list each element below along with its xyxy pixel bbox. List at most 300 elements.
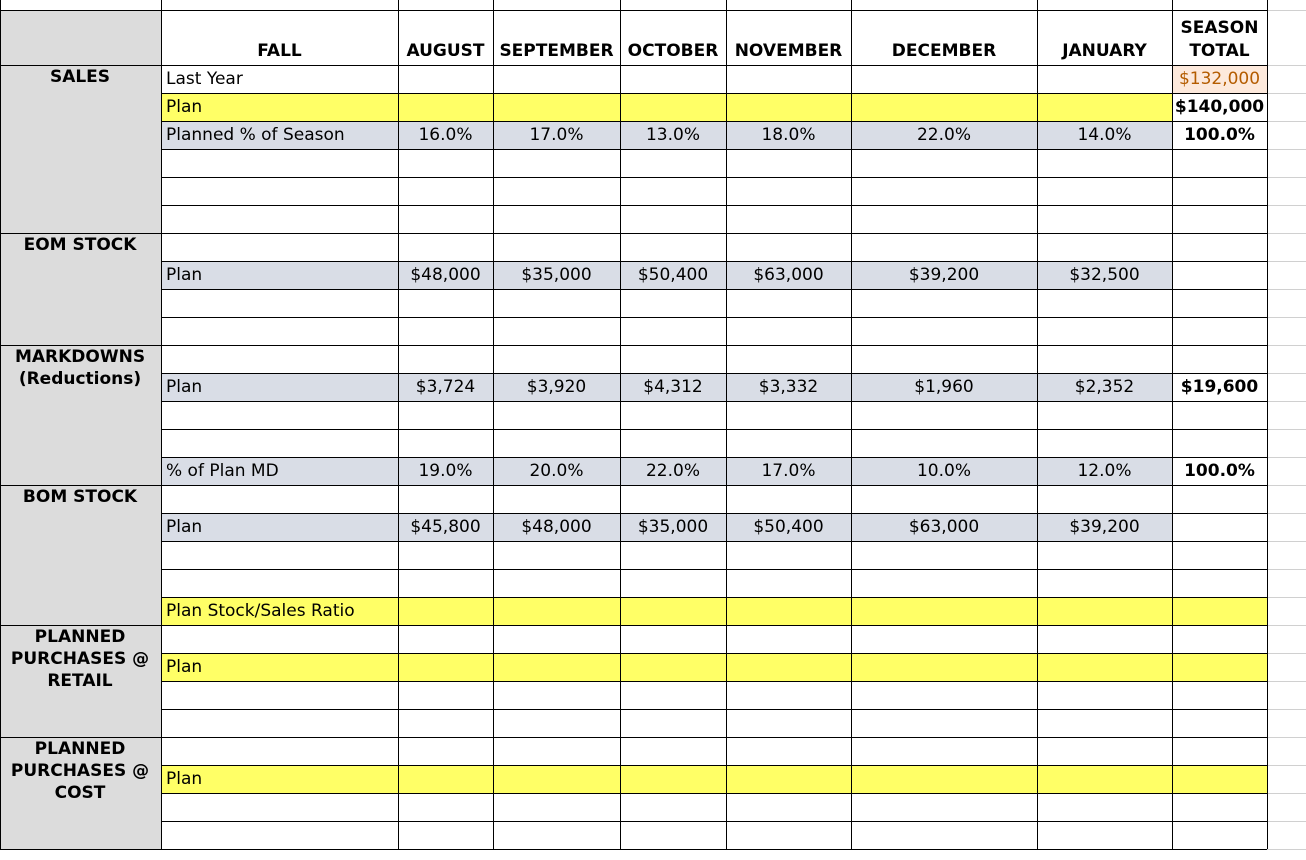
season-total-cell[interactable] — [1172, 205, 1267, 233]
row-label-cell[interactable] — [161, 737, 398, 765]
row-label-cell[interactable] — [161, 177, 398, 205]
data-cell[interactable] — [398, 233, 493, 261]
data-cell[interactable] — [851, 681, 1037, 709]
grid-line-vertical — [1037, 0, 1038, 849]
data-cell[interactable] — [493, 821, 620, 849]
grid-line-top-left — [0, 10, 161, 11]
header-month-label: JANUARY — [1062, 41, 1147, 61]
data-cell[interactable] — [620, 821, 726, 849]
header-month-label: NOVEMBER — [734, 41, 843, 61]
grid-line-horizontal — [161, 541, 1267, 542]
grid-line-trailing — [1267, 149, 1306, 150]
data-cell[interactable] — [620, 345, 726, 373]
data-cell[interactable] — [851, 541, 1037, 569]
data-cell[interactable] — [493, 709, 620, 737]
data-cell[interactable] — [1037, 793, 1172, 821]
grid-line-trailing — [1267, 485, 1306, 486]
header-season-total-line1: SEASON — [1180, 18, 1259, 38]
data-cell[interactable] — [1037, 569, 1172, 597]
data-cell[interactable] — [1037, 541, 1172, 569]
grid-line-horizontal — [161, 457, 1267, 458]
data-cell[interactable] — [851, 401, 1037, 429]
data-cell[interactable] — [493, 289, 620, 317]
data-cell[interactable] — [851, 793, 1037, 821]
grid-line-trailing — [1267, 121, 1306, 122]
data-cell[interactable] — [851, 289, 1037, 317]
season-total-cell[interactable] — [1172, 317, 1267, 345]
data-cell[interactable] — [851, 65, 1037, 93]
data-cell[interactable]: $63,000 — [851, 513, 1037, 541]
season-total-cell[interactable] — [1172, 485, 1267, 513]
section-label: BOM STOCK — [22, 487, 138, 507]
row-label-cell[interactable] — [161, 205, 398, 233]
data-cell[interactable] — [726, 149, 851, 177]
grid-line-vertical — [1172, 0, 1173, 849]
grid-line-trailing — [1267, 541, 1306, 542]
data-cell[interactable]: 19.0% — [398, 457, 493, 485]
data-cell[interactable] — [1037, 289, 1172, 317]
data-cell[interactable] — [1037, 233, 1172, 261]
data-cell[interactable]: 17.0% — [493, 121, 620, 149]
data-cell[interactable] — [851, 597, 1037, 625]
data-cell[interactable] — [620, 289, 726, 317]
data-cell[interactable]: 13.0% — [620, 121, 726, 149]
row-label-cell[interactable]: Plan Stock/Sales Ratio — [161, 597, 398, 625]
data-cell[interactable] — [851, 485, 1037, 513]
header-month-november[interactable] — [726, 10, 851, 65]
data-cell[interactable] — [398, 709, 493, 737]
data-cell[interactable] — [726, 737, 851, 765]
data-cell[interactable] — [398, 317, 493, 345]
data-cell[interactable]: $48,000 — [493, 513, 620, 541]
season-total-cell[interactable]: $132,000 — [1172, 65, 1267, 93]
row-label-cell[interactable] — [161, 625, 398, 653]
data-cell[interactable] — [726, 65, 851, 93]
data-cell[interactable]: $50,400 — [726, 513, 851, 541]
grid-line-horizontal — [161, 849, 1267, 850]
grid-line-horizontal — [161, 429, 1267, 430]
grid-line-horizontal — [161, 261, 1267, 262]
header-corner-cell — [0, 10, 161, 65]
data-cell[interactable] — [726, 317, 851, 345]
season-total-cell[interactable]: $140,000 — [1172, 93, 1267, 121]
season-total-cell[interactable] — [1172, 653, 1267, 681]
header-month-september[interactable] — [493, 10, 620, 65]
grid-line-trailing — [1267, 401, 1306, 402]
data-cell[interactable] — [398, 653, 493, 681]
grid-line-horizontal — [161, 373, 1267, 374]
grid-line-trailing — [1267, 709, 1306, 710]
section-separator — [0, 625, 161, 626]
data-cell[interactable] — [851, 821, 1037, 849]
row-label-cell[interactable] — [161, 233, 398, 261]
data-cell[interactable]: $1,960 — [851, 373, 1037, 401]
row-label-cell[interactable] — [161, 401, 398, 429]
row-label-cell[interactable]: Plan — [161, 93, 398, 121]
season-total-cell[interactable] — [1172, 681, 1267, 709]
data-cell[interactable]: $32,500 — [1037, 261, 1172, 289]
data-cell[interactable] — [493, 65, 620, 93]
data-cell[interactable] — [726, 289, 851, 317]
data-cell[interactable] — [1037, 653, 1172, 681]
data-cell[interactable] — [493, 233, 620, 261]
grid-line-trailing — [1267, 681, 1306, 682]
grid-line-trailing — [1267, 205, 1306, 206]
grid-line-horizontal — [161, 177, 1267, 178]
data-cell[interactable]: 14.0% — [1037, 121, 1172, 149]
data-cell[interactable]: $3,724 — [398, 373, 493, 401]
grid-line-trailing — [1267, 289, 1306, 290]
row-label-cell[interactable] — [161, 541, 398, 569]
season-total-cell[interactable]: 100.0% — [1172, 457, 1267, 485]
data-cell[interactable] — [1037, 149, 1172, 177]
data-cell[interactable] — [851, 345, 1037, 373]
data-cell[interactable]: $3,920 — [493, 373, 620, 401]
season-total-cell[interactable] — [1172, 625, 1267, 653]
season-total-cell[interactable] — [1172, 289, 1267, 317]
data-cell[interactable] — [398, 597, 493, 625]
data-cell[interactable] — [620, 681, 726, 709]
section-block-0 — [0, 65, 161, 233]
data-cell[interactable] — [620, 429, 726, 457]
row-label-cell[interactable] — [161, 821, 398, 849]
row-label-cell[interactable] — [161, 149, 398, 177]
data-cell[interactable] — [1037, 65, 1172, 93]
data-cell[interactable] — [851, 625, 1037, 653]
data-cell[interactable] — [1037, 93, 1172, 121]
data-cell[interactable] — [493, 401, 620, 429]
data-cell[interactable] — [398, 821, 493, 849]
row-label-cell[interactable]: Last Year — [161, 65, 398, 93]
data-cell[interactable] — [493, 149, 620, 177]
grid-line-horizontal — [161, 737, 1267, 738]
data-cell[interactable] — [620, 737, 726, 765]
data-cell[interactable] — [398, 149, 493, 177]
data-cell[interactable] — [726, 765, 851, 793]
data-cell[interactable] — [851, 205, 1037, 233]
season-total-cell[interactable] — [1172, 597, 1267, 625]
grid-line-trailing — [1267, 737, 1306, 738]
data-cell[interactable]: 22.0% — [620, 457, 726, 485]
data-cell[interactable]: $35,000 — [620, 513, 726, 541]
data-cell[interactable] — [851, 149, 1037, 177]
data-cell[interactable] — [851, 93, 1037, 121]
row-label-cell[interactable] — [161, 289, 398, 317]
header-month-december[interactable] — [851, 10, 1037, 65]
season-total-cell[interactable] — [1172, 177, 1267, 205]
data-cell[interactable] — [851, 177, 1037, 205]
data-cell[interactable] — [726, 569, 851, 597]
data-cell[interactable] — [398, 289, 493, 317]
section-label: MARKDOWNS (Reductions) — [14, 347, 146, 389]
data-cell[interactable]: 22.0% — [851, 121, 1037, 149]
data-cell[interactable] — [493, 541, 620, 569]
data-cell[interactable] — [493, 597, 620, 625]
row-label-cell[interactable] — [161, 485, 398, 513]
grid-line-horizontal — [161, 681, 1267, 682]
data-cell[interactable] — [1037, 821, 1172, 849]
data-cell[interactable] — [493, 793, 620, 821]
data-cell[interactable] — [620, 597, 726, 625]
data-cell[interactable] — [493, 317, 620, 345]
row-label-cell[interactable]: % of Plan MD — [161, 457, 398, 485]
season-total-cell[interactable] — [1172, 345, 1267, 373]
data-cell[interactable] — [620, 793, 726, 821]
data-cell[interactable] — [1037, 485, 1172, 513]
data-cell[interactable]: $39,200 — [1037, 513, 1172, 541]
data-cell[interactable] — [493, 765, 620, 793]
header-month-january[interactable] — [1037, 10, 1172, 65]
grid-line-horizontal — [161, 149, 1267, 150]
header-month-label: OCTOBER — [627, 41, 719, 61]
data-cell[interactable] — [1037, 429, 1172, 457]
season-total-cell[interactable] — [1172, 401, 1267, 429]
data-cell[interactable] — [493, 569, 620, 597]
season-total-cell[interactable] — [1172, 709, 1267, 737]
row-label-cell[interactable] — [161, 345, 398, 373]
grid-line-horizontal — [161, 65, 1267, 66]
data-cell[interactable] — [398, 541, 493, 569]
grid-line-horizontal — [161, 625, 1267, 626]
grid-line-trailing — [1267, 233, 1306, 234]
grid-line-trailing — [1267, 569, 1306, 570]
data-cell[interactable] — [398, 177, 493, 205]
data-cell[interactable] — [398, 737, 493, 765]
data-cell[interactable] — [620, 765, 726, 793]
data-cell[interactable] — [398, 793, 493, 821]
data-cell[interactable] — [726, 345, 851, 373]
season-total-cell[interactable] — [1172, 821, 1267, 849]
grid-line-horizontal — [161, 513, 1267, 514]
data-cell[interactable] — [620, 233, 726, 261]
data-cell[interactable] — [620, 569, 726, 597]
data-cell[interactable] — [620, 625, 726, 653]
data-cell[interactable]: 12.0% — [1037, 457, 1172, 485]
row-label-cell[interactable] — [161, 793, 398, 821]
grid-line-vertical — [620, 0, 621, 849]
data-cell[interactable] — [398, 429, 493, 457]
season-total-cell[interactable] — [1172, 765, 1267, 793]
data-cell[interactable] — [620, 709, 726, 737]
row-label-cell[interactable] — [161, 429, 398, 457]
data-cell[interactable] — [620, 177, 726, 205]
data-cell[interactable] — [620, 485, 726, 513]
data-cell[interactable] — [493, 345, 620, 373]
grid-line-trailing — [1267, 65, 1306, 66]
data-cell[interactable] — [493, 429, 620, 457]
data-cell[interactable] — [493, 653, 620, 681]
data-cell[interactable]: $50,400 — [620, 261, 726, 289]
grid-line-trailing — [1267, 93, 1306, 94]
section-separator — [0, 737, 161, 738]
grid-line-vertical — [851, 0, 852, 849]
season-total-cell[interactable] — [1172, 513, 1267, 541]
data-cell[interactable] — [398, 65, 493, 93]
data-cell[interactable] — [620, 149, 726, 177]
data-cell[interactable] — [726, 597, 851, 625]
row-label-cell[interactable]: Plan — [161, 373, 398, 401]
data-cell[interactable] — [1037, 765, 1172, 793]
data-cell[interactable] — [398, 569, 493, 597]
data-cell[interactable] — [398, 345, 493, 373]
data-cell[interactable]: $35,000 — [493, 261, 620, 289]
data-cell[interactable] — [493, 737, 620, 765]
data-cell[interactable]: $63,000 — [726, 261, 851, 289]
data-cell[interactable] — [851, 765, 1037, 793]
data-cell[interactable] — [398, 681, 493, 709]
grid-line-trailing — [1267, 261, 1306, 262]
data-cell[interactable] — [493, 625, 620, 653]
section-label: PLANNED PURCHASES @ RETAIL — [10, 627, 150, 691]
data-cell[interactable] — [1037, 401, 1172, 429]
data-cell[interactable] — [726, 625, 851, 653]
data-cell[interactable] — [398, 765, 493, 793]
season-total-cell[interactable] — [1172, 261, 1267, 289]
row-label-cell[interactable]: Planned % of Season — [161, 121, 398, 149]
season-total-cell[interactable]: 100.0% — [1172, 121, 1267, 149]
grid-line-trailing — [1267, 177, 1306, 178]
grid-line-trailing — [1267, 821, 1306, 822]
data-cell[interactable] — [620, 317, 726, 345]
data-cell[interactable] — [493, 681, 620, 709]
grid-line-vertical — [161, 0, 162, 849]
data-cell[interactable] — [726, 429, 851, 457]
grid-line-horizontal — [161, 485, 1267, 486]
data-cell[interactable] — [398, 93, 493, 121]
data-cell[interactable] — [726, 793, 851, 821]
grid-line-vertical — [1267, 0, 1268, 849]
data-cell[interactable]: 18.0% — [726, 121, 851, 149]
row-label-cell[interactable] — [161, 681, 398, 709]
data-cell[interactable] — [726, 821, 851, 849]
data-cell[interactable] — [726, 709, 851, 737]
season-total-cell[interactable]: $19,600 — [1172, 373, 1267, 401]
row-label-cell[interactable]: Plan — [161, 653, 398, 681]
grid-line-trailing — [1267, 457, 1306, 458]
row-label-cell[interactable] — [161, 317, 398, 345]
data-cell[interactable] — [851, 653, 1037, 681]
data-cell[interactable] — [493, 205, 620, 233]
data-cell[interactable] — [493, 485, 620, 513]
data-cell[interactable]: $3,332 — [726, 373, 851, 401]
data-cell[interactable] — [726, 93, 851, 121]
data-cell[interactable] — [620, 93, 726, 121]
header-season-total-cell[interactable] — [1172, 10, 1267, 65]
data-cell[interactable] — [398, 205, 493, 233]
data-cell[interactable] — [726, 541, 851, 569]
data-cell[interactable] — [620, 401, 726, 429]
header-month-october[interactable] — [620, 10, 726, 65]
row-label-cell[interactable]: Plan — [161, 261, 398, 289]
grid-line-horizontal — [161, 317, 1267, 318]
season-total-cell[interactable] — [1172, 429, 1267, 457]
data-cell[interactable] — [851, 737, 1037, 765]
row-label-cell[interactable] — [161, 709, 398, 737]
section-label: SALES — [49, 67, 111, 87]
data-cell[interactable] — [493, 93, 620, 121]
header-month-august[interactable] — [398, 10, 493, 65]
data-cell[interactable] — [851, 709, 1037, 737]
data-cell[interactable] — [620, 205, 726, 233]
grid-line-horizontal — [161, 10, 1267, 11]
data-cell[interactable]: $48,000 — [398, 261, 493, 289]
data-cell[interactable] — [851, 429, 1037, 457]
data-cell[interactable] — [620, 541, 726, 569]
data-cell[interactable] — [1037, 177, 1172, 205]
data-cell[interactable]: $39,200 — [851, 261, 1037, 289]
row-label-cell[interactable]: Plan — [161, 513, 398, 541]
data-cell[interactable] — [398, 485, 493, 513]
header-fall-cell[interactable] — [161, 10, 398, 65]
season-total-cell[interactable] — [1172, 541, 1267, 569]
data-cell[interactable]: 20.0% — [493, 457, 620, 485]
season-total-cell[interactable] — [1172, 569, 1267, 597]
data-cell[interactable]: $2,352 — [1037, 373, 1172, 401]
data-cell[interactable] — [726, 653, 851, 681]
data-cell[interactable] — [398, 401, 493, 429]
row-label-cell[interactable]: Plan — [161, 765, 398, 793]
data-cell[interactable]: $45,800 — [398, 513, 493, 541]
data-cell[interactable]: $4,312 — [620, 373, 726, 401]
data-cell[interactable] — [726, 177, 851, 205]
grid-line-trailing — [1267, 625, 1306, 626]
data-cell[interactable] — [1037, 597, 1172, 625]
data-cell[interactable] — [493, 177, 620, 205]
grid-line-horizontal — [161, 653, 1267, 654]
data-cell[interactable] — [1037, 737, 1172, 765]
data-cell[interactable] — [1037, 345, 1172, 373]
data-cell[interactable] — [851, 233, 1037, 261]
section-separator — [0, 345, 161, 346]
season-total-cell[interactable] — [1172, 233, 1267, 261]
data-cell[interactable] — [726, 401, 851, 429]
data-cell[interactable] — [726, 681, 851, 709]
data-cell[interactable] — [620, 65, 726, 93]
row-label-cell[interactable] — [161, 569, 398, 597]
grid-line-vertical — [0, 0, 1, 849]
season-total-cell[interactable] — [1172, 149, 1267, 177]
data-cell[interactable] — [1037, 317, 1172, 345]
data-cell[interactable]: 17.0% — [726, 457, 851, 485]
grid-line-trailing — [1267, 373, 1306, 374]
section-separator — [0, 849, 161, 850]
data-cell[interactable] — [1037, 709, 1172, 737]
data-cell[interactable]: 10.0% — [851, 457, 1037, 485]
grid-line-trailing — [1267, 765, 1306, 766]
grid-line-horizontal — [161, 401, 1267, 402]
data-cell[interactable] — [851, 317, 1037, 345]
data-cell[interactable] — [851, 569, 1037, 597]
data-cell[interactable] — [726, 205, 851, 233]
grid-line-horizontal — [161, 793, 1267, 794]
data-cell[interactable] — [398, 625, 493, 653]
season-total-cell[interactable] — [1172, 793, 1267, 821]
data-cell[interactable] — [1037, 625, 1172, 653]
header-month-label: SEPTEMBER — [499, 41, 614, 61]
grid-line-trailing — [1267, 513, 1306, 514]
data-cell[interactable] — [1037, 681, 1172, 709]
data-cell[interactable] — [726, 485, 851, 513]
season-total-cell[interactable] — [1172, 737, 1267, 765]
grid-line-trailing — [1267, 345, 1306, 346]
data-cell[interactable] — [726, 233, 851, 261]
grid-line-horizontal — [161, 233, 1267, 234]
data-cell[interactable]: 16.0% — [398, 121, 493, 149]
data-cell[interactable] — [620, 653, 726, 681]
data-cell[interactable] — [1037, 205, 1172, 233]
grid-line-horizontal — [161, 569, 1267, 570]
grid-line-vertical — [493, 0, 494, 849]
